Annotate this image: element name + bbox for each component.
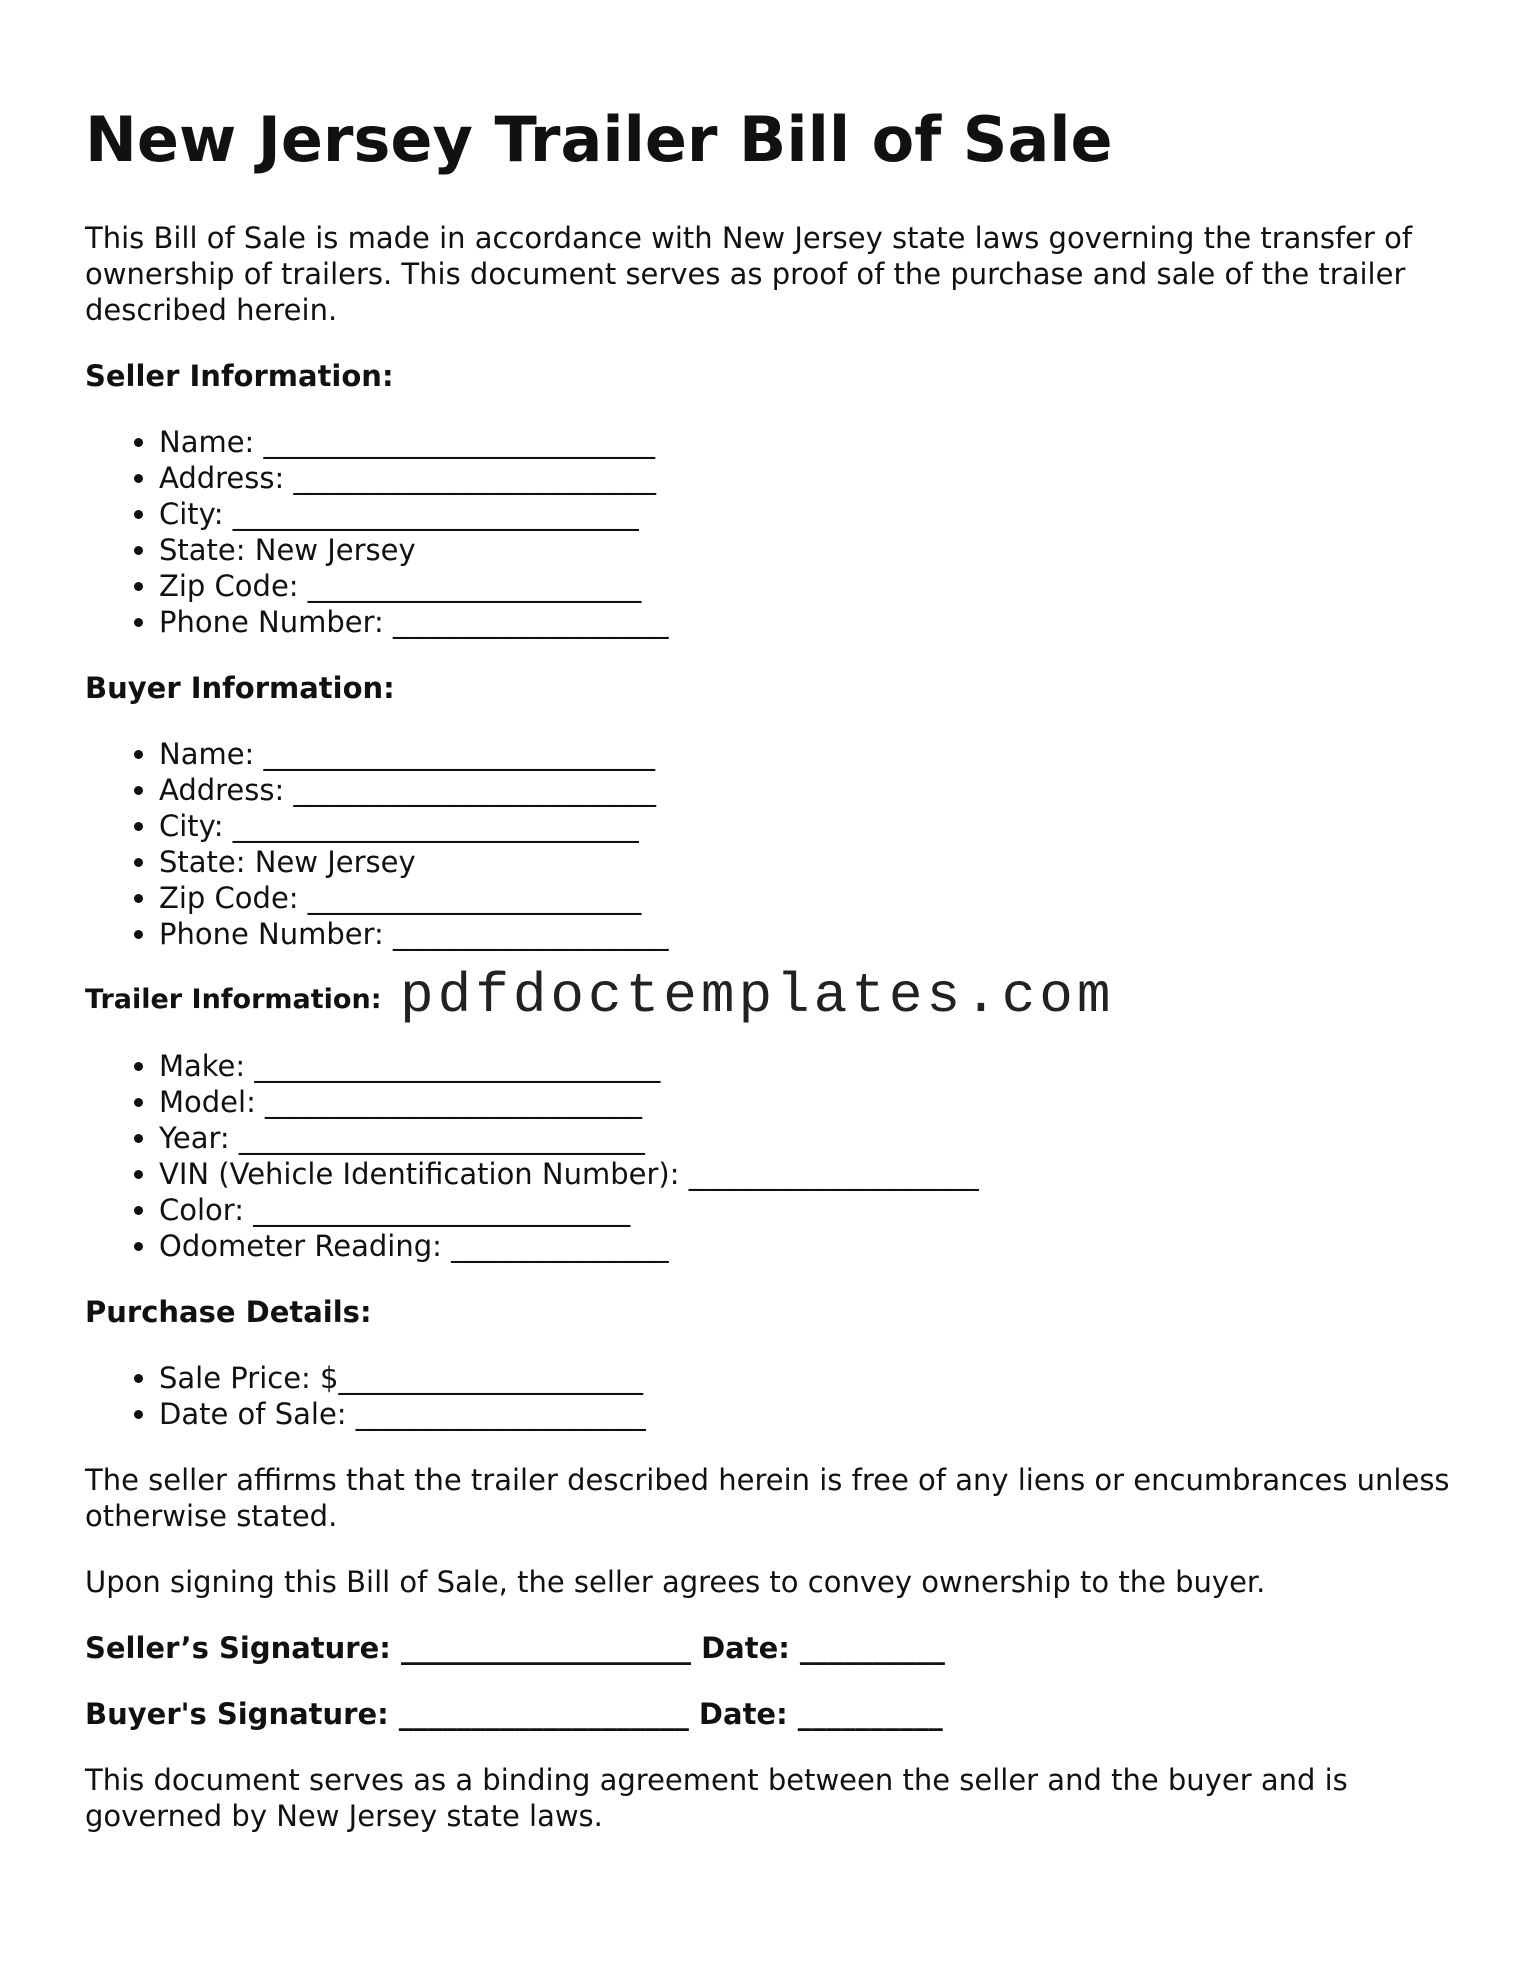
lien-affirmation-paragraph: The seller affirms that the trailer described herein is free of any liens or encumbrances unless otherwise stated. [85,1463,1450,1533]
watermark-text: pdfdoctemplates.com [400,964,1115,1028]
buyer-state-field: • State: New Jersey [159,844,1465,880]
trailer-model-field: • Model: __________________________ [159,1084,1465,1120]
seller-name-field: • Name: ___________________________ [159,424,1465,460]
buyer-name-field: • Name: ___________________________ [159,736,1465,772]
purchase-section-heading: Purchase Details: [85,1295,372,1329]
document-title: New Jersey Trailer Bill of Sale [85,103,1113,176]
trailer-info-list [85,1048,1465,1264]
seller-address-field: • Address: _________________________ [159,460,1465,496]
buyer-zip-field: • Zip Code: _______________________ [159,880,1465,916]
buyer-phone-field: • Phone Number: ___________________ [159,916,1465,952]
buyer-info-list [85,736,1465,952]
convey-ownership-paragraph: Upon signing this Bill of Sale, the seller agrees to convey ownership to the buyer. [85,1565,1266,1599]
buyer-address-field: • Address: _________________________ [159,772,1465,808]
trailer-color-field: • Color: __________________________ [159,1192,1465,1228]
trailer-section-heading: Trailer Information: [85,984,382,1015]
sale-price-field: • Sale Price: $_____________________ [159,1360,1465,1396]
buyer-section-heading: Buyer Information: [85,671,395,705]
intro-paragraph: This Bill of Sale is made in accordance with New Jersey state laws governing the transfer of ownership of trailers. This document serves as proof of the purchase and sale of the trailer described herein. [85,221,1413,327]
closing-paragraph: This document serves as a binding agreement between the seller and the buyer and is governed by New Jersey state laws. [85,1763,1348,1833]
trailer-make-field: • Make: ____________________________ [159,1048,1465,1084]
seller-city-field: • City: ____________________________ [159,496,1465,532]
trailer-odometer-field: • Odometer Reading: _______________ [159,1228,1465,1264]
seller-section-heading: Seller Information: [85,359,394,393]
sale-date-field: • Date of Sale: ____________________ [159,1396,1465,1432]
seller-info-list [85,424,1465,640]
seller-zip-field: • Zip Code: _______________________ [159,568,1465,604]
purchase-details-list [85,1360,1465,1432]
buyer-city-field: • City: ____________________________ [159,808,1465,844]
trailer-vin-field: • VIN (Vehicle Identification Number): ____________________ [159,1156,1465,1192]
seller-signature-line: Seller’s Signature: ____________________ Date: __________ [85,1631,945,1665]
trailer-year-field: • Year: ____________________________ [159,1120,1465,1156]
buyer-signature-line: Buyer's Signature: ____________________ Date: __________ [85,1697,943,1731]
seller-phone-field: • Phone Number: ___________________ [159,604,1465,640]
seller-state-field: • State: New Jersey [159,532,1465,568]
